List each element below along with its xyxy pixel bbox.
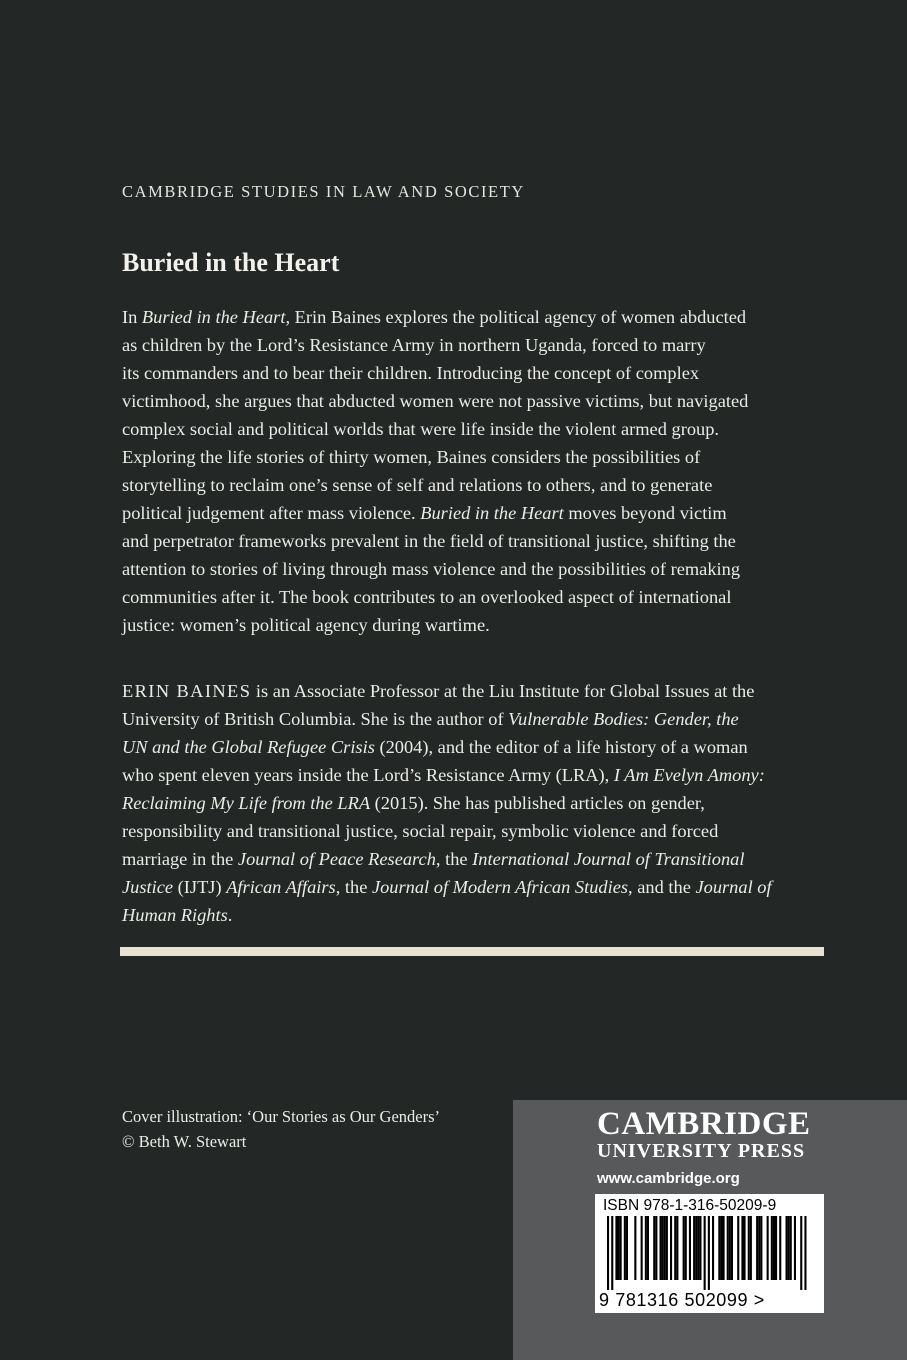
- italic-run: Buried in the Heart,: [141, 307, 291, 327]
- text-run: , the: [435, 849, 473, 869]
- bio-line: [122, 761, 812, 789]
- barcode-bar: [750, 1216, 752, 1280]
- text-run: (2004), and the editor of a life history of a woman: [374, 737, 748, 757]
- barcode-bar: [660, 1216, 662, 1280]
- description-line: [122, 611, 812, 639]
- bio-line: [122, 677, 812, 705]
- text-run: .: [227, 905, 233, 925]
- barcode-bar: [712, 1216, 714, 1280]
- text-run: (2015). She has published articles on gender,: [370, 793, 705, 813]
- cover-illustration-credit: Cover illustration: ‘Our Stories as Our Genders’: [122, 1107, 441, 1126]
- text-run: political judgement after mass violence.: [122, 503, 421, 523]
- barcode-bar: [645, 1216, 647, 1280]
- text-run: its commanders and to bear their children. Introducing the concept of complex: [122, 363, 700, 383]
- barcode-bar: [676, 1216, 678, 1280]
- barcode-bar: [720, 1216, 722, 1280]
- series-title: CAMBRIDGE STUDIES IN LAW AND SOCIETY: [122, 182, 525, 201]
- author-name: ERIN BAINES: [122, 681, 252, 701]
- barcode-bar: [664, 1216, 666, 1280]
- barcode-bar: [773, 1216, 775, 1280]
- barcode-bar: [760, 1216, 762, 1280]
- description-line: [122, 387, 812, 415]
- barcode-bar: [620, 1216, 622, 1280]
- barcode-bar: [704, 1216, 706, 1290]
- text-run: complex social and political worlds that were life inside the violent armed group.: [122, 419, 720, 439]
- barcode-bar: [729, 1216, 731, 1280]
- barcode-bar: [615, 1216, 617, 1280]
- barcode-bar: [647, 1216, 649, 1280]
- barcode-bar: [800, 1216, 802, 1290]
- italic-run: Journal of Peace Research: [237, 849, 436, 869]
- barcode-bar: [699, 1216, 701, 1280]
- bio-line: [122, 817, 812, 845]
- barcode-bar: [775, 1216, 777, 1280]
- italic-run: Justice: [122, 877, 174, 897]
- text-run: (IJTJ): [173, 877, 227, 897]
- text-run: attention to stories of living through mass violence and the possibilities of remaking: [122, 559, 741, 579]
- italic-run: Human Rights: [122, 905, 228, 925]
- barcode-bar: [758, 1216, 760, 1280]
- barcode-bar: [727, 1216, 729, 1280]
- italic-run: International Journal of Transitional: [472, 849, 745, 869]
- italic-run: I Am Evelyn Amony:: [613, 765, 765, 785]
- barcode-bar: [626, 1216, 628, 1280]
- publisher-panel: [513, 1100, 907, 1360]
- barcode-bar: [718, 1216, 720, 1280]
- description-line: [122, 331, 812, 359]
- publisher-logo-name: CAMBRIDGE: [597, 1106, 811, 1142]
- description-line: [122, 303, 812, 331]
- barcode-bar: [674, 1216, 676, 1280]
- ean-digits: 9 781316 502099 >: [599, 1290, 765, 1310]
- bio-line: [122, 845, 812, 873]
- barcode-bar: [607, 1216, 609, 1290]
- barcode-bar: [624, 1216, 626, 1280]
- description-line: [122, 555, 812, 583]
- barcode-bar: [662, 1216, 664, 1280]
- italic-run: Reclaiming My Life from the LRA: [122, 793, 371, 813]
- publisher-logo-press: UNIVERSITY PRESS: [597, 1140, 806, 1162]
- barcode-bar: [655, 1216, 657, 1280]
- barcode-bar: [618, 1216, 620, 1280]
- text-run: is an Associate Professor at the Liu Institute for Global Issues at the: [251, 681, 755, 701]
- description-line: [122, 471, 812, 499]
- divider-rule: [120, 947, 824, 956]
- italic-run: Buried in the Heart: [420, 503, 564, 523]
- barcode-bar: [794, 1216, 796, 1280]
- barcode-bar: [666, 1216, 668, 1280]
- barcode-bar: [779, 1216, 781, 1280]
- barcode-bar: [695, 1216, 697, 1280]
- bio-line: [122, 873, 812, 901]
- text-run: , and the: [628, 877, 696, 897]
- barcode-bar: [741, 1216, 743, 1280]
- description-line: [122, 443, 812, 471]
- barcode-bar: [804, 1216, 806, 1290]
- barcode-icon: [607, 1216, 812, 1290]
- barcode-bar: [689, 1216, 691, 1280]
- barcode-bar: [748, 1216, 750, 1280]
- barcode-bar: [683, 1216, 685, 1280]
- italic-run: African Affairs: [226, 877, 336, 897]
- text-run: responsibility and transitional justice, social repair, symbolic violence and forced: [122, 821, 719, 841]
- barcode-bar: [737, 1216, 739, 1280]
- text-run: storytelling to reclaim one’s sense of self and relations to others, and to generate: [122, 475, 713, 495]
- italic-run: Journal of Modern African Studies: [371, 877, 629, 897]
- text-run: Erin Baines explores the political agency of women abducted: [290, 307, 747, 327]
- barcode-label: [595, 1194, 824, 1313]
- artist-credit: © Beth W. Stewart: [122, 1132, 247, 1151]
- isbn-text: ISBN 978-1-316-50209-9: [603, 1197, 777, 1214]
- barcode-bar: [731, 1216, 733, 1280]
- cover-credit: [122, 1104, 440, 1154]
- barcode-bar: [767, 1216, 769, 1280]
- italic-run: Journal of: [695, 877, 772, 897]
- barcode-bar: [697, 1216, 699, 1280]
- text-run: victimhood, she argues that abducted women were not passive victims, but navigated: [122, 391, 749, 411]
- text-run: , the: [335, 877, 372, 897]
- text-run: who spent eleven years inside the Lord’s Resistance Army (LRA),: [122, 765, 614, 785]
- barcode-bar: [771, 1216, 773, 1280]
- book-description: [122, 303, 812, 639]
- text-run: as children by the Lord’s Resistance Army in northern Uganda, forced to marry: [122, 335, 706, 355]
- text-run: communities after it. The book contributes to an overlooked aspect of international: [122, 587, 732, 607]
- description-line: [122, 499, 812, 527]
- barcode-bar: [653, 1216, 655, 1280]
- barcode-bar: [634, 1216, 636, 1280]
- barcode-bar: [788, 1216, 790, 1280]
- barcode-bar: [685, 1216, 687, 1280]
- italic-run: UN and the Global Refugee Crisis: [122, 737, 375, 757]
- description-line: [122, 527, 812, 555]
- bio-line: [122, 733, 812, 761]
- barcode-bar: [786, 1216, 788, 1280]
- barcode-bar: [744, 1216, 746, 1280]
- barcode-bar: [693, 1216, 695, 1280]
- barcode-bar: [708, 1216, 710, 1290]
- publisher-url: www.cambridge.org: [597, 1170, 740, 1187]
- text-run: marriage in the: [122, 849, 238, 869]
- barcode-bar: [756, 1216, 758, 1280]
- author-biography: [122, 677, 812, 929]
- barcode-bar: [790, 1216, 792, 1280]
- barcode-bar: [641, 1216, 643, 1280]
- text-run: University of British Columbia. She is the author of: [122, 709, 509, 729]
- book-title: Buried in the Heart: [122, 248, 340, 277]
- barcode-bar: [723, 1216, 725, 1280]
- barcode-bar: [670, 1216, 672, 1280]
- italic-run: Vulnerable Bodies: Gender, the: [508, 709, 739, 729]
- bio-line: [122, 901, 812, 929]
- description-line: [122, 415, 812, 443]
- description-line: [122, 583, 812, 611]
- text-run: moves beyond victim: [563, 503, 727, 523]
- description-line: [122, 359, 812, 387]
- bio-line: [122, 789, 812, 817]
- barcode-bar: [611, 1216, 613, 1290]
- text-run: In: [122, 307, 142, 327]
- text-run: justice: women’s political agency during wartime.: [122, 615, 490, 635]
- bio-line: [122, 705, 812, 733]
- text-run: and perpetrator frameworks prevalent in the field of transitional justice, shifting the: [122, 531, 736, 551]
- text-run: Exploring the life stories of thirty women, Baines considers the possibilities of: [122, 447, 701, 467]
